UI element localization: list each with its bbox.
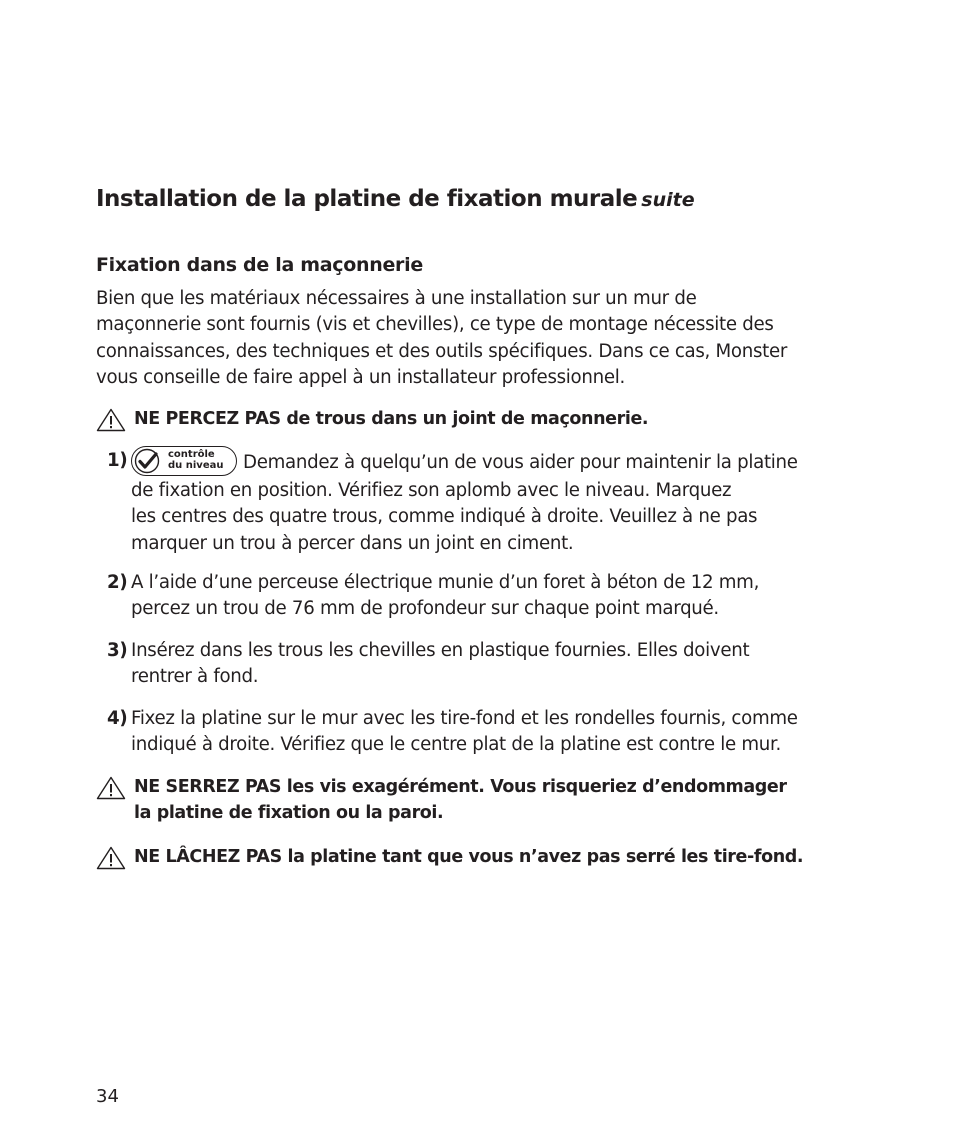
warning-do-not-release: [96, 844, 803, 870]
step-line: indiqué à droite. Vérifiez que le centre plat de la platine est contre le mur.: [131, 734, 781, 756]
level-check-badge: [131, 446, 237, 476]
title-suffix: suite: [641, 189, 695, 211]
intro-line: maçonnerie sont fournis (vis et chevilles), ce type de montage nécessite des: [96, 314, 774, 336]
step-3: [96, 638, 749, 691]
step-line: Fixez la platine sur le mur avec les tire-fond et les rondelles fournis, comme: [131, 708, 798, 729]
step-line: [131, 448, 798, 478]
page-title: [96, 186, 695, 212]
step-1: [96, 448, 798, 557]
intro-line: Bien que les matériaux nécessaires à une installation sur un mur de: [96, 288, 697, 309]
step-number: 3): [107, 640, 128, 661]
badge-line-2: du niveau: [168, 460, 224, 471]
warning-no-overtighten: [96, 774, 787, 827]
warning-no-drill-joint: [96, 406, 648, 432]
step-line: de fixation en position. Vérifiez son aplomb avec le niveau. Marquez: [131, 480, 732, 501]
badge-line-1: contrôle: [168, 449, 215, 460]
title-text: Installation de la platine de fixation murale: [96, 186, 638, 212]
step-4: [96, 706, 798, 759]
warning-triangle-icon: [96, 776, 126, 800]
intro-paragraph: [96, 286, 866, 392]
intro-line: vous conseille de faire appel à un installateur professionnel.: [96, 367, 625, 389]
step-line: Insérez dans les trous les chevilles en plastique fournies. Elles doivent: [131, 640, 750, 661]
section-heading: Fixation dans de la maçonnerie: [96, 254, 423, 276]
step-number: 2): [107, 572, 128, 593]
step-line: percez un trou de 76 mm de profondeur sur chaque point marqué.: [131, 598, 719, 620]
warning-text: NE SERREZ PAS les vis exagérément. Vous risqueriez d’endommager: [134, 777, 787, 797]
intro-line: connaissances, des techniques et des outils spécifiques. Dans ce cas, Monster: [96, 340, 788, 362]
warning-text: NE LÂCHEZ PAS la platine tant que vous n’avez pas serré les tire-fond.: [134, 847, 804, 867]
warning-triangle-icon: [96, 846, 126, 870]
step-number: 1): [107, 450, 128, 471]
page-number: 34: [96, 1086, 119, 1107]
step-line: marquer un trou à percer dans un joint en ciment.: [131, 532, 574, 554]
step-text: Demandez à quelqu’un de vous aider pour maintenir la platine: [243, 452, 798, 473]
warning-text: la platine de fixation ou la paroi.: [134, 803, 444, 824]
warning-triangle-icon: [96, 408, 126, 432]
checkmark-circle-icon: [134, 448, 162, 474]
step-line: les centres des quatre trous, comme indiqué à droite. Veuillez à ne pas: [131, 506, 758, 528]
warning-text: NE PERCEZ PAS de trous dans un joint de maçonnerie.: [134, 409, 649, 429]
step-2: [96, 570, 759, 623]
step-line: A l’aide d’une perceuse électrique munie d’un foret à béton de 12 mm,: [131, 572, 760, 593]
step-line: rentrer à fond.: [131, 666, 259, 688]
step-number: 4): [107, 708, 128, 729]
